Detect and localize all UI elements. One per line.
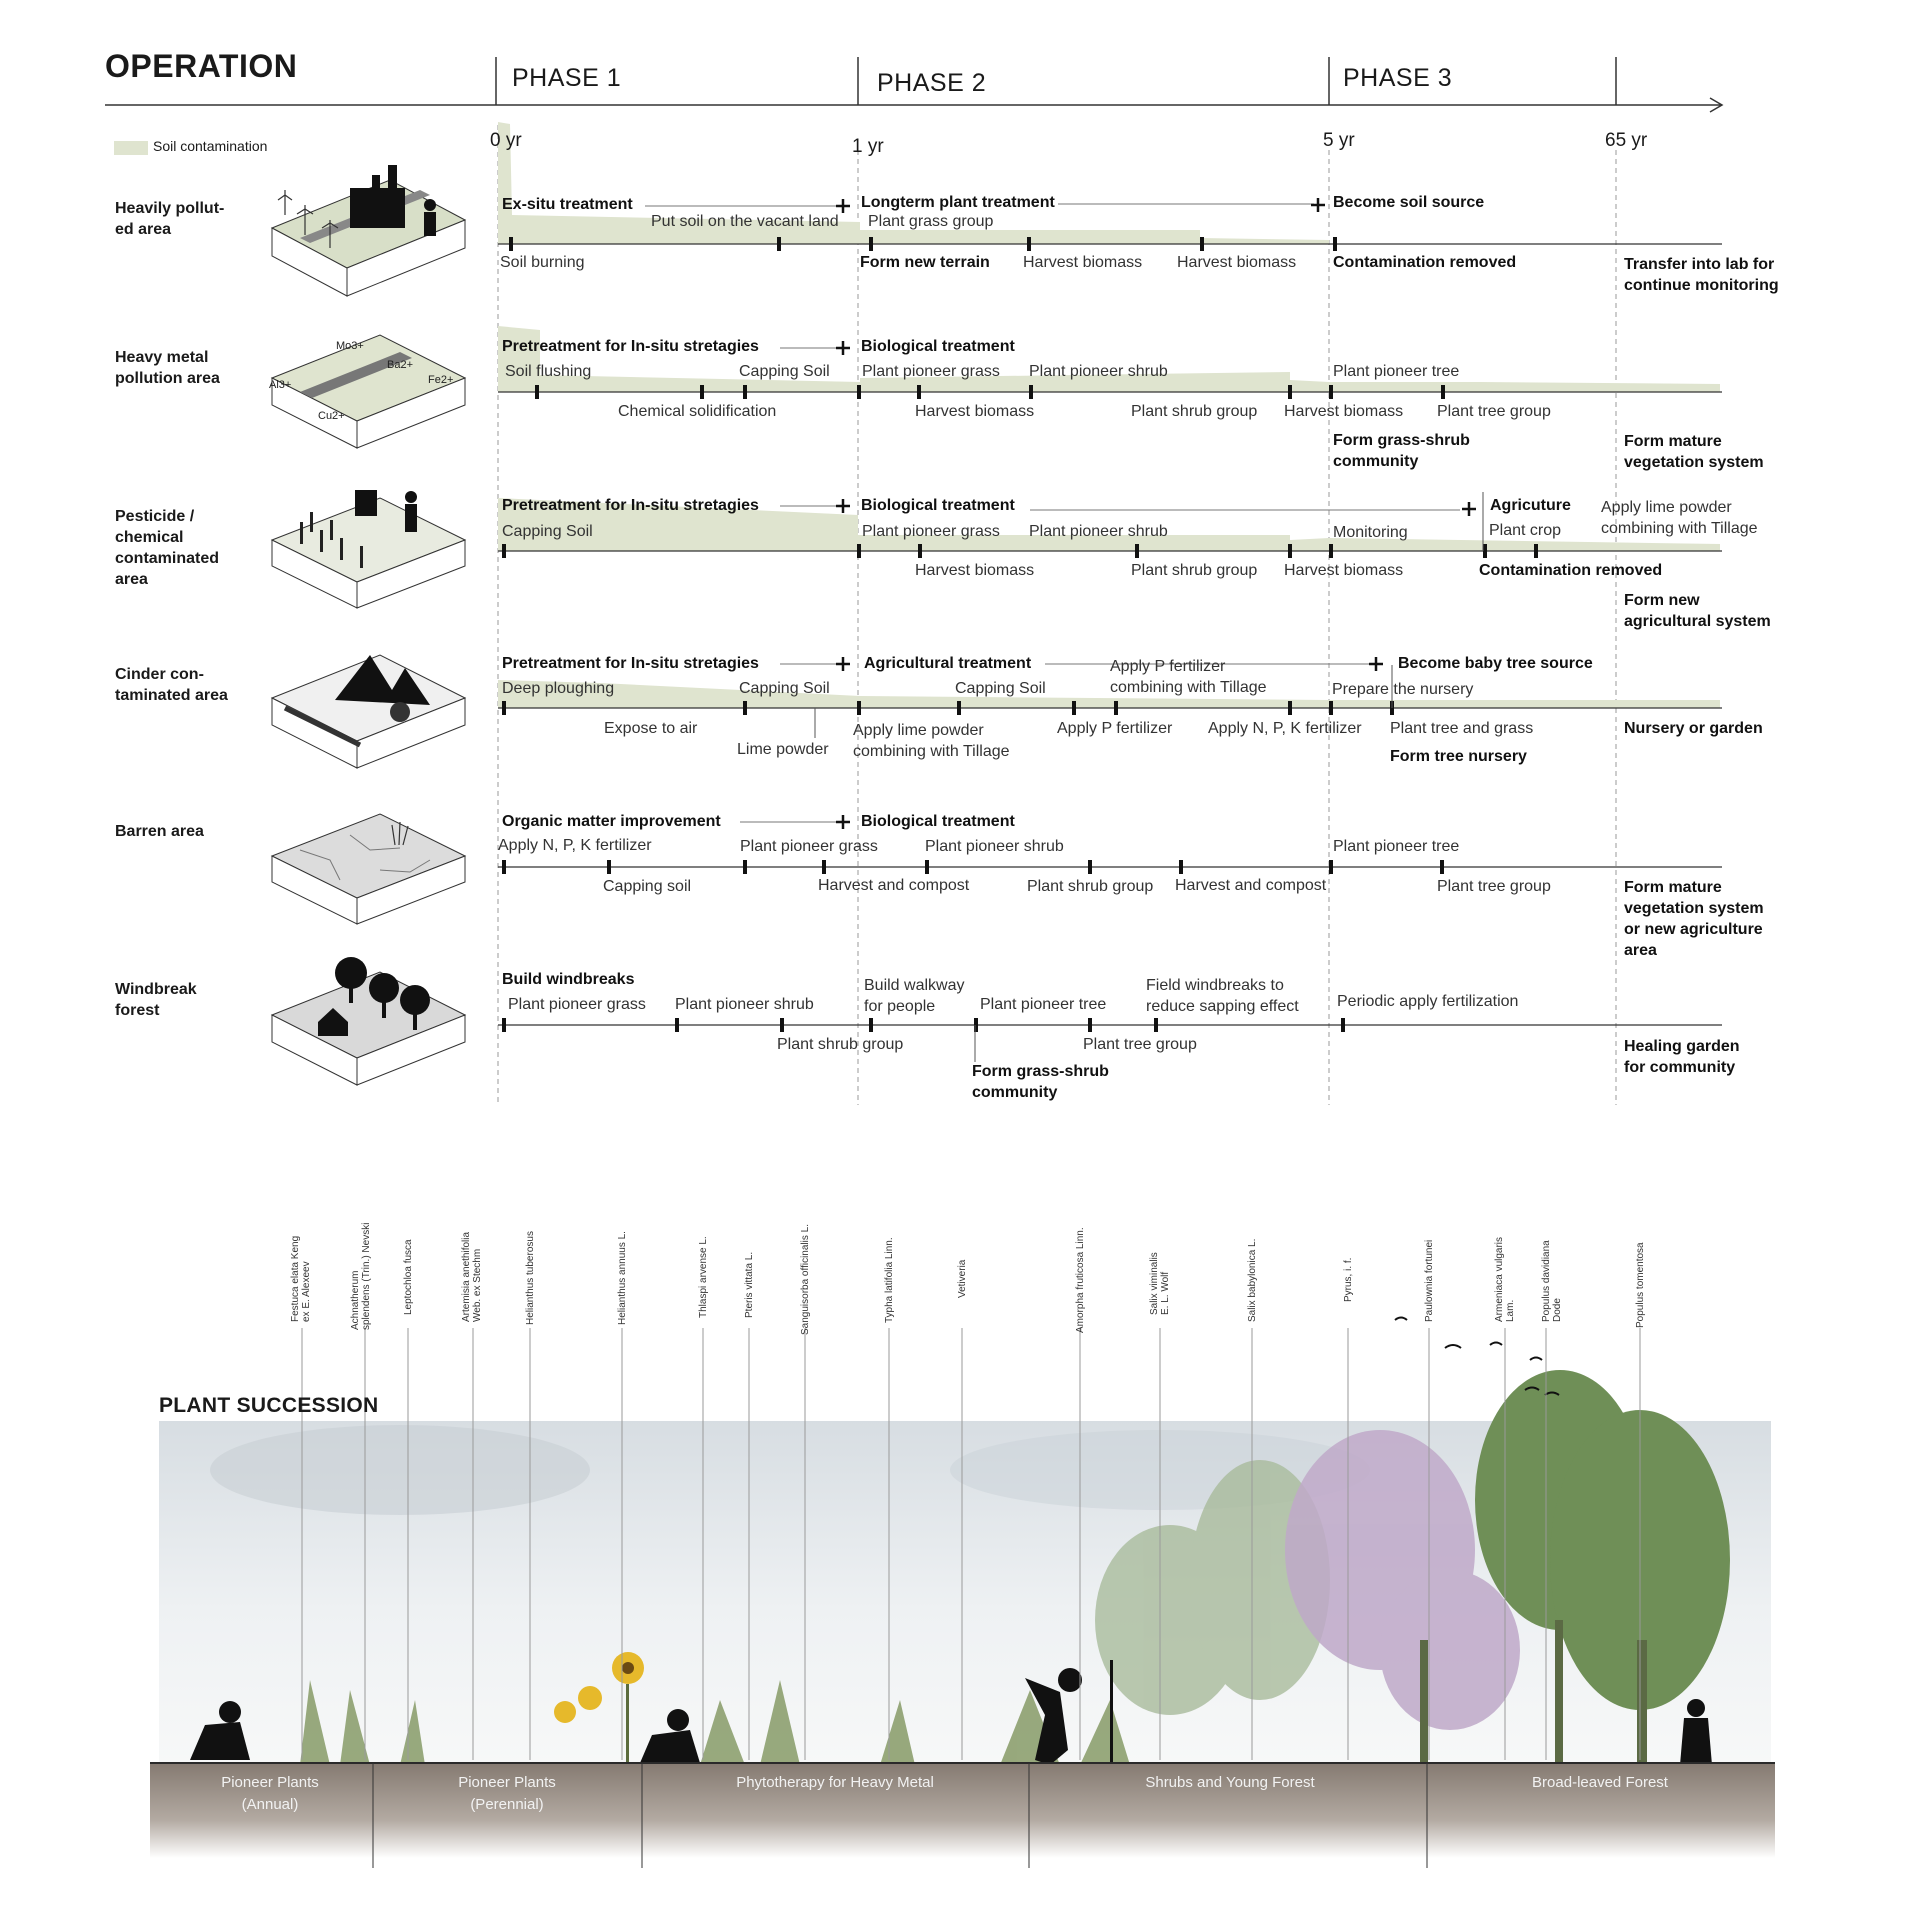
annotation: Become soil source: [1333, 194, 1485, 211]
annotation: Apply N, P, K fertilizer: [498, 837, 652, 854]
annotation: Soil flushing: [505, 363, 592, 380]
species-label: Typha latifolia Linn.: [884, 1237, 895, 1323]
row-title-pesticide: Pesticide / chemical contaminated area: [115, 508, 220, 588]
zone-label: Broad-leaved Forest: [1532, 1774, 1668, 1791]
annotation: Capping Soil: [739, 680, 830, 697]
annotation: Contamination removed: [1479, 562, 1663, 579]
plant-succession-title: PLANT SUCCESSION: [159, 1394, 379, 1417]
annotation: Plant pioneer grass: [740, 838, 878, 855]
annotation: Plant pioneer shrub: [1029, 523, 1168, 540]
tick-marks: [502, 237, 1538, 1032]
annotation: Organic matter improvement: [502, 813, 721, 830]
annotation: Plant crop: [1489, 522, 1562, 539]
heavy-metal-site-icon: [269, 335, 465, 448]
annotation: Plant pioneer tree: [1333, 363, 1460, 380]
annotation: Plant pioneer shrub: [675, 996, 814, 1013]
annotation: Plant shrub group: [1131, 562, 1258, 579]
annotation: Biological treatment: [861, 813, 1015, 830]
ion-label: Mo3+: [336, 340, 364, 352]
annotation: Plant pioneer tree: [1333, 838, 1460, 855]
annotation: Form mature vegetation system: [1624, 433, 1764, 471]
species-label: Populus davidiana Dode: [1541, 1240, 1563, 1322]
cinder-site-icon: [272, 655, 465, 768]
annotation: Capping Soil: [955, 680, 1046, 697]
annotation: Form grass-shrub community: [972, 1063, 1109, 1101]
annotation: Harvest biomass: [1284, 562, 1404, 579]
annotation: Apply P fertilizer combining with Tillage: [1110, 658, 1267, 696]
annotation: Longterm plant treatment: [861, 194, 1055, 211]
zone-label: Pioneer Plants (Perennial): [458, 1774, 556, 1813]
annotation: Monitoring: [1333, 524, 1408, 541]
annotation: Harvest and compost: [818, 877, 970, 894]
annotation: Soil burning: [500, 254, 585, 271]
barren-site-icon: [272, 814, 465, 924]
annotation: Biological treatment: [861, 497, 1015, 514]
annotation: Form grass-shrub community: [1333, 432, 1470, 470]
species-label: Artemisia anethifolia Web. ex Stechm: [461, 1231, 483, 1322]
annotation: Pretreatment for In-situ stretagies: [502, 338, 759, 355]
annotation: Nursery or garden: [1624, 720, 1763, 737]
species-label: Armeniaca vulgaris Lam.: [1494, 1236, 1516, 1322]
annotation: Form tree nursery: [1390, 748, 1527, 765]
annotation: Capping soil: [603, 878, 692, 895]
annotation: Apply lime powder combining with Tillage: [853, 722, 1010, 760]
annotation: Plant tree group: [1083, 1036, 1197, 1053]
annotation: Pretreatment for In-situ stretagies: [502, 655, 759, 672]
annotation: Agricuture: [1490, 497, 1571, 514]
annotation: Apply N, P, K fertilizer: [1208, 720, 1362, 737]
row-timelines: [498, 244, 1722, 1025]
annotation: Plant pioneer tree: [980, 996, 1107, 1013]
year-1-label: 1 yr: [852, 136, 884, 157]
annotation: Plant shrub group: [777, 1036, 904, 1053]
annotation: Periodic apply fertilization: [1337, 993, 1519, 1010]
annotation: Expose to air: [604, 720, 698, 737]
row-title-barren: Barren area: [115, 823, 204, 840]
row-title-cinder: Cinder con- taminated area: [115, 666, 228, 704]
legend-label: Soil contamination: [153, 138, 268, 154]
zone-label: Phytotherapy for Heavy Metal: [736, 1774, 934, 1791]
annotation: Biological treatment: [861, 338, 1015, 355]
annotation: Harvest biomass: [915, 562, 1035, 579]
annotation: Form new agricultural system: [1624, 592, 1771, 630]
annotation: Ex-situ treatment: [502, 196, 633, 213]
annotation: Plant shrub group: [1027, 878, 1154, 895]
species-label: Paulownia fortunei: [1424, 1239, 1435, 1322]
species-label: Achnatherum splendens (Trin.) Nevski: [350, 1222, 372, 1330]
annotation: Field windbreaks to reduce sapping effect: [1146, 977, 1299, 1015]
annotation: Pretreatment for In-situ stretagies: [502, 497, 759, 514]
year-65-label: 65 yr: [1605, 130, 1648, 151]
species-label: Helianthus annuus L.: [617, 1231, 628, 1325]
species-label: Helianthus tuberosus: [525, 1231, 536, 1325]
annotation: Apply P fertilizer: [1057, 720, 1173, 737]
annotation: Chemical solidification: [618, 403, 777, 420]
pesticide-site-icon: [272, 490, 465, 608]
annotation: Harvest biomass: [915, 403, 1035, 420]
annotation: Transfer into lab for continue monitoring: [1624, 256, 1779, 294]
ion-label: Al3+: [269, 379, 292, 391]
annotation: Build windbreaks: [502, 971, 635, 988]
annotation: Contamination removed: [1333, 254, 1517, 271]
species-label: Leptochloa fusca: [403, 1239, 414, 1315]
row-title-windbreak: Windbreak forest: [115, 981, 197, 1019]
species-label: Thlaspi arvense L.: [698, 1236, 709, 1318]
species-label: Salix viminalis E. L. Wolf: [1149, 1252, 1171, 1315]
year-0-label: 0 yr: [490, 130, 522, 151]
factory-site-icon: [272, 165, 465, 296]
annotation: Deep ploughing: [502, 680, 615, 697]
annotation: Plant shrub group: [1131, 403, 1258, 420]
annotation: Capping Soil: [739, 363, 830, 380]
annotation: Plant pioneer grass: [508, 996, 646, 1013]
phase-2-label: PHASE 2: [877, 69, 987, 97]
annotation: Prepare the nursery: [1332, 681, 1474, 698]
annotation: Agricultural treatment: [864, 655, 1032, 672]
species-label: Pteris vittata L.: [744, 1251, 755, 1318]
ion-label: Cu2+: [318, 410, 345, 422]
annotation: Put soil on the vacant land: [651, 213, 839, 230]
windbreak-site-icon: [272, 957, 465, 1085]
zone-label: Pioneer Plants (Annual): [221, 1774, 319, 1813]
phase-guides: [498, 125, 1616, 1105]
annotation: Plant tree and grass: [1390, 720, 1534, 737]
annotation: Form new terrain: [860, 254, 990, 271]
ion-label: Ba2+: [387, 359, 413, 371]
phase-3-label: PHASE 3: [1343, 64, 1453, 92]
annotation: Plant grass group: [868, 213, 994, 230]
species-label: Sanguisorba officinalis L.: [800, 1224, 811, 1335]
species-label: Amorpha fruticosa Linn.: [1075, 1227, 1086, 1333]
annotation: Plant pioneer shrub: [925, 838, 1064, 855]
annotation: Harvest biomass: [1284, 403, 1404, 420]
annotation: Plant tree group: [1437, 403, 1551, 420]
species-label: Populus tomentosa: [1635, 1242, 1646, 1328]
operation-title: OPERATION: [105, 48, 298, 84]
species-label: Festuca elata Keng ex E. Alexeev: [290, 1235, 312, 1322]
annotation: Harvest biomass: [1177, 254, 1297, 271]
year-5-label: 5 yr: [1323, 130, 1355, 151]
zone-label: Shrubs and Young Forest: [1145, 1774, 1315, 1791]
annotation: Plant pioneer grass: [862, 363, 1000, 380]
row-title-heavy-metal: Heavy metal pollution area: [115, 349, 220, 387]
annotation: Build walkway for people: [864, 977, 965, 1015]
legend-swatch: [114, 141, 148, 155]
annotation: Healing garden for community: [1624, 1038, 1740, 1076]
species-label: Pyrus, i. f.: [1343, 1257, 1354, 1302]
annotation: Harvest biomass: [1023, 254, 1143, 271]
species-label: Vetiveria: [957, 1259, 968, 1298]
annotation: Apply lime powder combining with Tillage: [1601, 499, 1758, 537]
annotation: Harvest and compost: [1175, 877, 1327, 894]
species-label: Salix babylonica L.: [1247, 1238, 1258, 1322]
annotation: Become baby tree source: [1398, 655, 1593, 672]
phase-1-label: PHASE 1: [512, 64, 622, 92]
annotation: Plant tree group: [1437, 878, 1551, 895]
annotation: Capping Soil: [502, 523, 593, 540]
annotation: Form mature vegetation system or new agriculture area: [1624, 879, 1764, 959]
annotation: Plant pioneer grass: [862, 523, 1000, 540]
row-title-heavily-polluted: Heavily pollut- ed area: [115, 200, 225, 238]
annotation: Plant pioneer shrub: [1029, 363, 1168, 380]
annotation: Lime powder: [737, 741, 829, 758]
ion-label: Fe2+: [428, 374, 454, 386]
